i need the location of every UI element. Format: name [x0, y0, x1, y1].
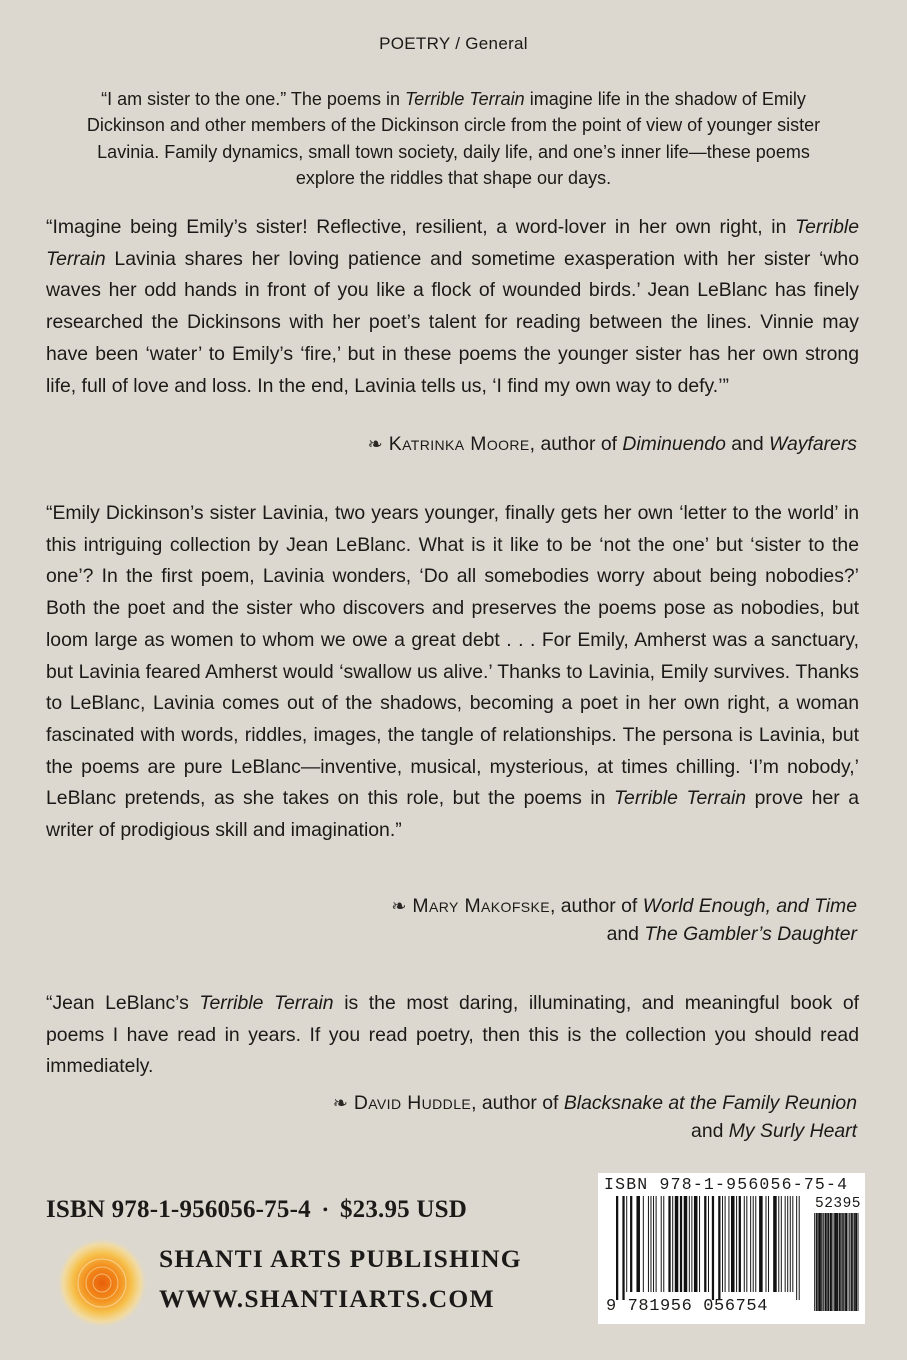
category-label: POETRY / General [379, 34, 528, 53]
fleuron-icon: ❧ [391, 896, 407, 916]
quote-text: “Emily Dickinson’s sister Lavinia, two years younger, finally gets her own ‘letter to the world’ in this intriguing collection by Jean LeBlanc. What is it like to be ‘not the one’ but ‘sister to the one’? In the first poem, Lavinia wonders, ‘Do all somebodies worry about being nobodies?’ Both the poet and the sister who discovers and preserves the poems pose as nobodies, but loom large as women to whom we owe a great debt . . . For Emily, Amherst was a sanctuary, but Lavinia feared Amherst would ‘swallow us alive.’ Thanks to Lavinia, Emily survives. Thanks to LeBlanc, Lavinia comes out of the shadows, becoming a poet in her own right, a woman fascinated with words, riddles, images, the tangle of relationships. The persona is Lavinia, but the poems are pure LeBlanc—inventive, musical, mysterious, at times chilling. ‘I’m nobody,’ LeBlanc pretends, as she takes on this role, but the poems in [46, 502, 859, 810]
barcode-bar [792, 1196, 793, 1292]
barcode-bar [840, 1213, 841, 1311]
barcode-bar [643, 1196, 644, 1292]
endorser-book: Wayfarers [769, 433, 857, 455]
barcode-bar [858, 1213, 859, 1311]
publisher-name: SHANTI ARTS PUBLISHING [159, 1244, 522, 1273]
barcode-bar [849, 1213, 850, 1311]
quote-text: prove her a writer of prodigious skill and imagination.” [46, 787, 859, 842]
book-description [70, 86, 837, 192]
barcode-bar [832, 1213, 833, 1311]
barcode-bar [837, 1213, 838, 1311]
barcode-bar [834, 1213, 835, 1311]
barcode-bar [826, 1213, 827, 1311]
barcode-bar [790, 1196, 791, 1292]
author-of-text: , author of [549, 895, 643, 917]
barcode-bar [823, 1213, 824, 1311]
quote-title: Terrible Terrain [199, 992, 334, 1014]
barcode-bar [814, 1213, 815, 1311]
joiner-text: and [691, 1120, 729, 1142]
barcode-bar [699, 1196, 700, 1292]
barcode-bar [821, 1213, 822, 1311]
endorser-name: David Huddle [353, 1092, 472, 1114]
barcode-bar [846, 1213, 847, 1311]
barcode-bar [778, 1196, 779, 1292]
barcode-bar [728, 1196, 729, 1292]
barcode-bar [656, 1196, 657, 1292]
separator-dot: • [322, 1203, 328, 1219]
barcode-bar [663, 1196, 664, 1292]
quote-title: Terrible Terrain [46, 216, 859, 270]
endorser-book: The Gambler’s Daughter [644, 923, 857, 945]
barcode-bar [616, 1196, 618, 1300]
barcode-bar [781, 1196, 782, 1292]
blurb-text-end: imagine life in the shadow of Emily Dickinson and other members of the Dickinson circle from the point of view of younger sister Lavinia. Family dynamics, small town society, daily life, and one’s inner life—these poems explore the riddles that shape our days. [86, 89, 821, 189]
publisher-website[interactable]: WWW.SHANTIARTS.COM [159, 1284, 495, 1313]
barcode-bar [773, 1196, 777, 1292]
ean-barcode [614, 1196, 802, 1300]
barcode-bar [829, 1213, 830, 1311]
barcode-bar [768, 1196, 769, 1292]
barcode-bar [672, 1196, 673, 1292]
barcode-bar [852, 1213, 853, 1311]
endorsement-quote-3 [46, 988, 859, 1083]
author-of-text: , author of [471, 1092, 564, 1114]
barcode-bar [787, 1196, 788, 1292]
endorsement-attribution-3 [333, 1089, 857, 1145]
barcode-bar [704, 1196, 706, 1292]
barcode-bar [750, 1196, 751, 1292]
barcode-digits: 9 781956 056754 [606, 1297, 769, 1316]
addon-barcode [812, 1213, 860, 1313]
publisher-logo [56, 1237, 148, 1329]
barcode-bar [822, 1213, 823, 1311]
quote-text: “Jean LeBlanc’s [46, 992, 200, 1014]
barcode-addon-digits: 52395 [815, 1196, 862, 1212]
barcode-bar [746, 1196, 747, 1292]
endorsement-attribution-1 [368, 430, 857, 458]
endorser-name: Katrinka Moore [388, 433, 530, 455]
endorsement-attribution-2 [391, 892, 857, 948]
endorsement-quote-2 [46, 498, 859, 847]
barcode-bar [848, 1213, 849, 1311]
barcode-bar [759, 1196, 763, 1292]
endorser-book: Diminuendo [622, 433, 726, 455]
barcode-isbn-text: ISBN 978-1-956056-75-4 [604, 1175, 849, 1194]
barcode-bar [766, 1196, 767, 1292]
blurb-title: Terrible Terrain [404, 89, 525, 109]
isbn-price-line [46, 1196, 467, 1224]
barcode-bar [755, 1196, 756, 1292]
barcode-bar [626, 1196, 627, 1292]
fleuron-icon: ❧ [367, 434, 383, 454]
barcode-bar [636, 1196, 640, 1292]
quote-text: is the most daring, illuminating, and meaningful book of poems I have read in years. If you read poetry, then this is the collection you should read immediately. [46, 992, 859, 1078]
barcode-bar [856, 1213, 857, 1311]
quote-title: Terrible Terrain [613, 787, 747, 810]
barcode-bar [622, 1196, 624, 1300]
joiner-text: and [725, 433, 769, 455]
barcode-bar [785, 1196, 786, 1292]
barcode-bar [718, 1196, 720, 1300]
barcode-bar [661, 1196, 662, 1292]
endorser-book: Blacksnake at the Family Reunion [563, 1092, 857, 1114]
barcode-bar [817, 1213, 818, 1311]
barcode-bar [708, 1196, 709, 1292]
isbn-label: ISBN 978-1-956056-75-4 [46, 1196, 311, 1223]
fleuron-icon: ❧ [332, 1093, 348, 1113]
barcode-bar [831, 1213, 832, 1311]
barcode-bar [675, 1196, 679, 1292]
barcode-bar [854, 1213, 855, 1311]
barcode-bar [725, 1196, 726, 1292]
barcode-bar [841, 1213, 842, 1311]
barcode-bar [843, 1213, 844, 1311]
endorser-book: World Enough, and Time [642, 895, 857, 917]
author-of-text: , author of [529, 433, 623, 455]
barcode-bar [712, 1196, 714, 1300]
barcode-bar [651, 1196, 652, 1292]
endorsement-quote-1 [46, 212, 859, 402]
barcode-bar [691, 1196, 692, 1292]
quote-text: “Imagine being Emily’s sister! Reflective, resilient, a word-lover in her own right, in [46, 216, 796, 238]
barcode-bar [630, 1196, 632, 1292]
barcode-bar [680, 1196, 682, 1292]
barcode-bar [796, 1196, 797, 1300]
joiner-text: and [606, 923, 645, 945]
barcode-bar [689, 1196, 690, 1292]
quote-text: Lavinia shares her loving patience and sometime exasperation with her sister ‘who waves her odd hands in front of you like a flock of wounded birds.’ Jean LeBlanc has finely researched the Dickinsons with her poet’s talent for reading between the lines. Vinnie may have been ‘water’ to Emily’s ‘fire,’ but in these poems the younger sister has her own strong life, full of love and loss. In the end, Lavinia tells us, ‘I find my own way to defy.’” [46, 247, 859, 397]
barcode-bar [731, 1196, 735, 1292]
barcode-bar [739, 1196, 741, 1292]
barcode-bar [668, 1196, 670, 1292]
barcode-bar [722, 1196, 723, 1292]
barcode-bar [799, 1196, 800, 1300]
barcode-bar [694, 1196, 698, 1292]
barcode-bar [820, 1213, 821, 1311]
barcode-bar [684, 1196, 688, 1292]
endorser-name: Mary Makofske [412, 895, 550, 917]
barcode-bar [648, 1196, 649, 1292]
price-label: $23.95 USD [339, 1196, 467, 1223]
endorser-book: My Surly Heart [728, 1120, 857, 1142]
barcode-bar [744, 1196, 745, 1292]
publisher-info [159, 1239, 522, 1319]
barcode-bar [736, 1196, 737, 1292]
barcode-bar [753, 1196, 754, 1292]
barcode-bar [851, 1213, 852, 1311]
barcode-bar [842, 1213, 843, 1311]
blurb-text-start: “I am sister to the one.” The poems in [101, 89, 405, 109]
barcode-bar [653, 1196, 654, 1292]
